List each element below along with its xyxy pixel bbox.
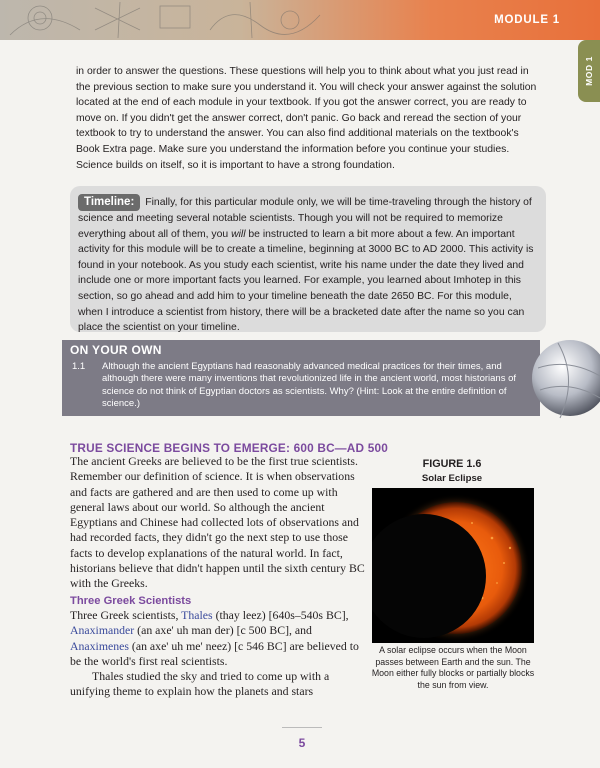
- anaximenes-rest: (an axe' uh me' neez) [c 546 BC] are believed to be the world's first real scientists.: [70, 638, 359, 668]
- timeline-callout: [70, 186, 546, 332]
- intro-paragraph: in order to answer the questions. These questions will help you to think about what you just read in the previous section to make sure you understand it. You will check your answer against the solution located at the end of each module in your textbook. If you got the answer correct, you are ready to move on. If you didn't get the answer correct, don't panic. Go back and reread the section of your textbook to try to understand the answer. You can also find additional materials on the textbook's Book Extra page. Make sure you understand the information before you continue your studies. Science builds on itself, so it is important to have a strong foundation.: [76, 66, 537, 171]
- footer-rule: [282, 727, 322, 728]
- timeline-emphasis: will: [231, 228, 246, 240]
- figure-title: FIGURE 1.6: [422, 458, 482, 470]
- p2-lead: Three Greek scientists,: [70, 608, 182, 622]
- section-paragraph: The ancient Greeks are believed to be the first true scientists. Remember our definition of science. It is when observations and facts are gathered and are then used to come up with general laws about our world. So although the ancient Egyptians and Chinese had collected lots of observations and had recorded facts, they didn't go the next step to use those facts to develop explanations of the natural world. In fact, historians believe that didn't happen until the sixth century BC with the Greeks.: [70, 454, 365, 591]
- on-your-own-title: ON YOUR OWN: [70, 343, 162, 357]
- timeline-text-before: Finally, for this particular module only, we will be time-traveling through the history of science and meeting several notable scientists. Though you will not be required to memorize everything about all of them, you: [78, 197, 532, 240]
- header-sketch-illustration: [0, 0, 340, 40]
- question-text: Although the ancient Egyptians had reasonably advanced medical practices for their times, and although there were many inventions that revolutionized life in the ancient world, most historians of science do not think of Egyptian doctors as scientists. Why? (Hint: Look at the entire definition of science.): [102, 361, 517, 410]
- thales-link[interactable]: Thales: [181, 608, 213, 622]
- on-your-own-box: [62, 340, 540, 416]
- page-number: 5: [298, 736, 306, 750]
- anaximander-rest: (an axe' uh man der) [c 500 BC], and: [134, 623, 312, 638]
- anaximander-link[interactable]: Anaximander: [70, 623, 135, 638]
- timeline-label: Timeline:: [78, 194, 140, 211]
- figure-subtitle: Solar Eclipse: [421, 473, 483, 484]
- globe-icon: [528, 328, 600, 428]
- greek-scientists-paragraph: [70, 608, 366, 669]
- question-number: 1.1: [72, 361, 86, 372]
- figure-caption: A solar eclipse occurs when the Moon passes between Earth and the sun. The Moon either fully blocks or partially blocks the sun from view.: [371, 645, 535, 690]
- subsection-title: Three Greek Scientists: [70, 595, 192, 607]
- anaximenes-link[interactable]: Anaximenes: [70, 638, 129, 653]
- header-band: [0, 0, 600, 40]
- module-side-tab-label: MOD 1: [584, 56, 594, 86]
- thales-paragraph: Thales studied the sky and tried to come up with a unifying theme to explain how the planets and stars: [70, 669, 330, 699]
- section-title: TRUE SCIENCE BEGINS TO EMERGE: 600 BC—AD 500: [70, 441, 388, 455]
- thales-rest: (thay leez) [640s–540s BC],: [212, 608, 349, 622]
- module-side-tab: [578, 40, 600, 102]
- module-title: MODULE 1: [494, 14, 560, 26]
- solar-eclipse-image: [372, 488, 534, 643]
- timeline-text-after: be instructed to learn a bit more about a few. An important activity for this module will be to create a timeline, beginning at 3000 BC to AD 2000. This activity is found in your notebook. As you study each scientist, write his name under the date they lived and include one or more important facts you learned. For example, you learned about Imhotep in this section, so go ahead and add him to your timeline beneath the date 2650 BC. For this module, when I introduce a scientist from history, there will be a bracketed date after the name so you can place the scientist on your timeline.: [78, 228, 534, 334]
